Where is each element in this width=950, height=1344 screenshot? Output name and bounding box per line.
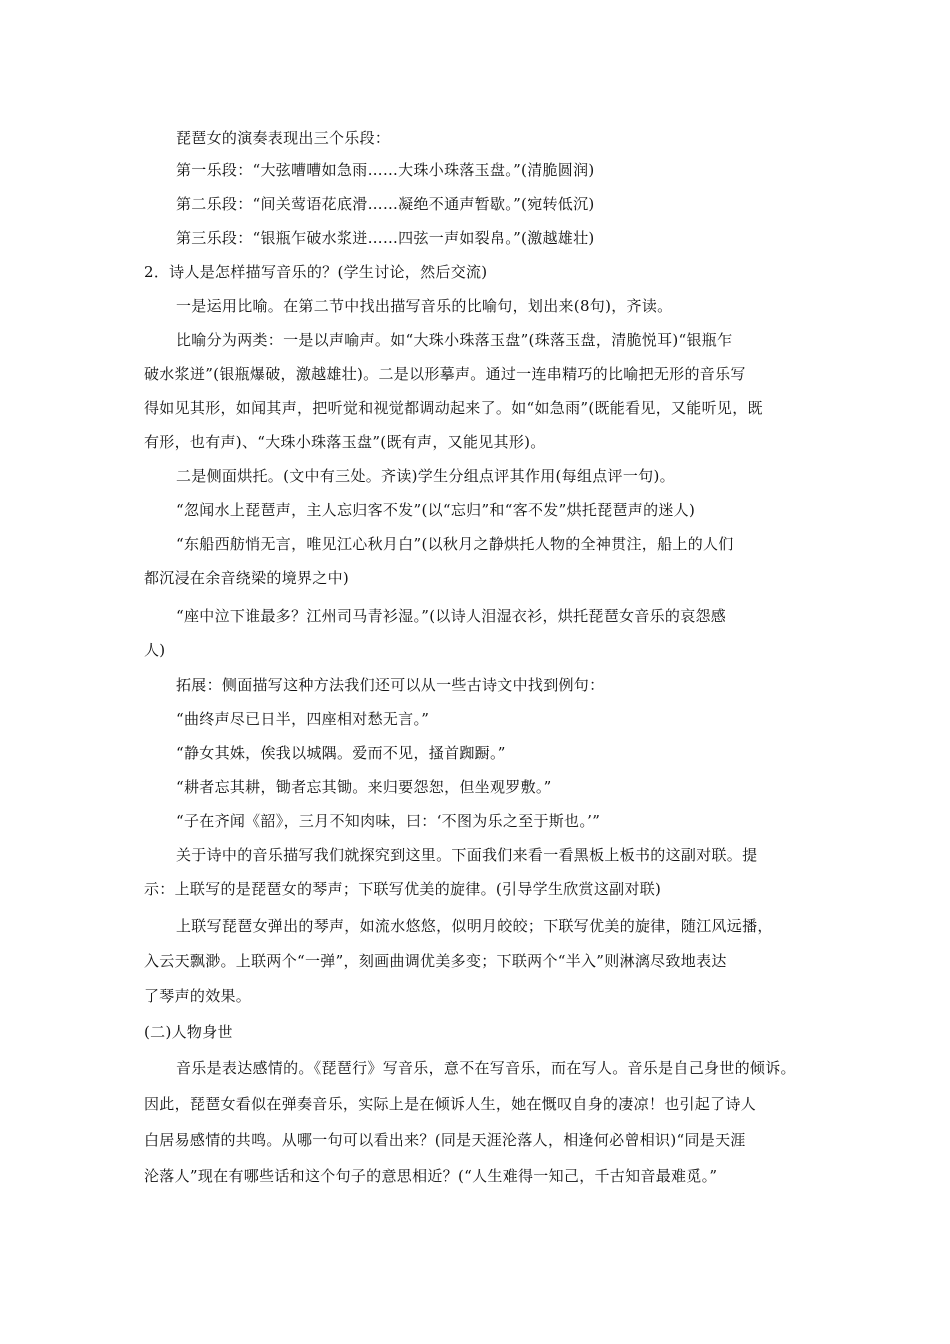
quote-line: “子在齐闻《韶》，三月不知肉味，曰：‘不图为乐之至于斯也。’” [176, 812, 601, 830]
text-line: “座中泣下谁最多？江州司马青衫湿。”(以诗人泪湿衣衫，烘托琵琶女音乐的哀怨感 [176, 607, 727, 625]
text-line: 了琴声的效果。 [144, 987, 252, 1005]
text-line: 拓展：侧面描写这种方法我们还可以从一些古诗文中找到例句： [176, 676, 605, 694]
text-line: 因此，琵琶女看似在弹奏音乐，实际上是在倾诉人生，她在慨叹自身的凄凉！也引起了诗人 [144, 1095, 757, 1113]
text-line: 有形，也有声)、“大珠小珠落玉盘”(既有声，又能见其形)。 [144, 433, 546, 451]
quote-line: “静女其姝，俟我以城隅。爱而不见，搔首踟蹰。” [176, 744, 506, 762]
text-line: 二是侧面烘托。(文中有三处。齐读)学生分组点评其作用(每组点评一句)。 [176, 467, 675, 485]
text-line: 破水浆迸”(银瓶爆破，激越雄壮)。二是以形摹声。通过一连串精巧的比喻把无形的音乐写 [144, 365, 746, 383]
text-line: 一是运用比喻。在第二节中找出描写音乐的比喻句，划出来(8句)，齐读。 [176, 297, 673, 315]
text-line: 琵琶女的演奏表现出三个乐段： [176, 129, 391, 147]
text-line: 音乐是表达感情的。《琵琶行》写音乐，意不在写音乐，而在写人。音乐是自己身世的倾诉。 [176, 1059, 796, 1077]
text-line: 都沉浸在余音绕梁的境界之中) [144, 569, 350, 587]
text-line: 入云天飘渺。上联两个“一弹”，刻画曲调优美多变；下联两个“半入”则淋漓尽致地表达 [144, 952, 727, 970]
text-line: 白居易感情的共鸣。从哪一句可以看出来？(同是天涯沦落人，相逢何必曾相识)“同是天涯 [144, 1131, 746, 1149]
text-line: 上联写琵琶女弹出的琴声，如流水悠悠，似明月皎皎；下联写优美的旋律，随江风远播， [176, 917, 773, 935]
quote-line: “耕者忘其耕，锄者忘其锄。来归要怨恕，但坐观罗敷。” [176, 778, 552, 796]
text-line: 关于诗中的音乐描写我们就探究到这里。下面我们来看一看黑板上板书的这副对联。提 [176, 846, 758, 864]
text-line: “东船西舫悄无言，唯见江心秋月白”(以秋月之静烘托人物的全神贯注，船上的人们 [176, 535, 734, 553]
text-line: 第一乐段：“大弦嘈嘈如急雨……大珠小珠落玉盘。”(清脆圆润) [176, 161, 595, 179]
text-line: “忽闻水上琵琶声，主人忘归客不发”(以“忘归”和“客不发”烘托琵琶声的迷人) [176, 501, 696, 519]
text-line: 人) [144, 641, 166, 659]
text-line: 第二乐段：“间关莺语花底滑……凝绝不通声暂歇。”(宛转低沉) [176, 195, 595, 213]
text-line: 示：上联写的是琵琶女的琴声；下联写优美的旋律。(引导学生欣赏这副对联) [144, 880, 662, 898]
text-line: 沦落人”现在有哪些话和这个句子的意思相近？(“人生难得一知己，千古知音最难觅。” [144, 1167, 718, 1185]
section-heading: 2．诗人是怎样描写音乐的？(学生讨论，然后交流) [144, 263, 488, 281]
text-line: 第三乐段：“银瓶乍破水浆迸……四弦一声如裂帛。”(激越雄壮) [176, 229, 595, 247]
text-line: 得如见其形，如闻其声，把听觉和视觉都调动起来了。如“如急雨”(既能看见，又能听见，既 [144, 399, 763, 417]
section-heading: (二)人物身世 [144, 1023, 233, 1041]
quote-line: “曲终声尽已日半，四座相对愁无言。” [176, 710, 430, 728]
text-line: 比喻分为两类：一是以声喻声。如“大珠小珠落玉盘”(珠落玉盘，清脆悦耳)“银瓶乍 [176, 331, 733, 349]
